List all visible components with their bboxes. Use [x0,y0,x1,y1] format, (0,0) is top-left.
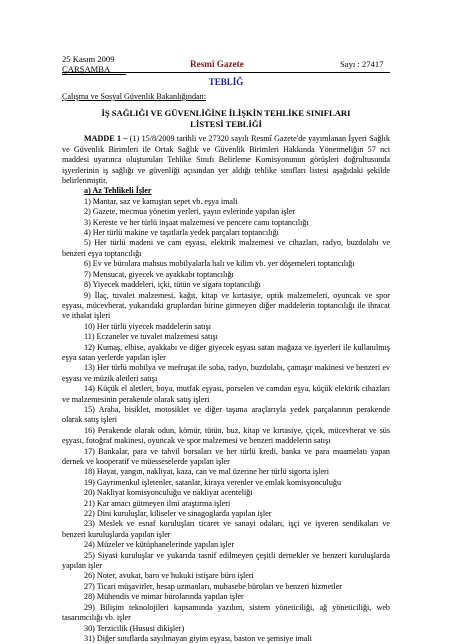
list-item: 5) Her türlü madeni ve cam eşyası, elektrik malzemesi ve cihazları, radyo, buzdolabı ve benzeri eşya toptancılığı [62,238,390,258]
list-item: 25) Siyasi kuruluşlar ve yukarıda tasnif edilmeyen çeşitli dernekler ve benzeri kuruluşlarda yapılan işler [62,550,390,571]
header-publication: Resmî Gazete [190,59,244,69]
document-body [62,92,390,644]
list-item: 19) Gayrimenkul işletenler, satanlar, kiraya verenler ve emlak komisyonculuğu [84,477,342,487]
list-item: 13) Her türlü mobilya ve mefruşat ile soba, radyo, buzdolabı, çamaşır makinesi ve benzeri ev eşyası ve müzik aletleri satışı [62,363,390,383]
title-line-1: İŞ SAĞLIĞI VE GÜVENLİĞİNE İLİŞKİN TEHLİKE SINIFLARI [101,108,351,119]
list-item: 31) Diğer sınıflarda sayılmayan giyim eşyası, baston ve şemsiye imali [84,633,312,643]
list-item: 12) Kumaş, elbise, ayakkabı ve diğer giyecek eşyası satan mağaza ve işyerleri ile kullanılmış eşya satan yerlerde yapılan işler [62,342,390,362]
ministry-line: Çalışma ve Sosyal Güvenlik Bakanlığından: [62,92,206,101]
list-item: 15) Araba, bisiklet, motosiklet ve diğer taşıma araçlarıyla yedek parçalarının perakende olarak satış işleri [62,404,390,425]
header-divider [62,72,390,73]
list-item: 24) Müzeler ve kütüphanelerinde yapılan işler [84,540,235,550]
list-item: 8) Yiyecek maddeleri, içki, tütün ve sigara toptancılığı [84,280,261,290]
article-text: (1) 15/8/2009 tarihli ve 27320 sayılı Resmî Gazete'de yayımlanan İşyeri Sağlık ve Güvenlik Birimleri ile Ortak Sağlık ve Güvenlik Birimleri Hakkında Yönetmeliğin 57 nci maddesi uyarınca oluşturulan Tehlike Sınıfı Belirleme Komisyonunun görüşleri doğrultusunda işyerlerinin iş sağlığı ve güvenliği açısından yer aldığı tehlike sınıfları listesi aşağıdaki şekilde belirlenmiştir. [62,134,390,186]
header-weekday: ÇARŞAMBA [62,64,126,75]
list-item: 6) Ev ve bürolara mahsus mobilyalarla halı ve kilim vb. yer döşemeleri toptancılığı [84,259,355,269]
list-item: 29) Bilişim teknolojileri kapsamında yazılım, sistem yöneticiliği, ağ yöneticiliği, web tasarımcılığı vb. işler [62,602,390,623]
list-item: 14) Küçük el aletleri, boya, mutfak eşyası, porselen ve camdan eşya, küçük elektrik cihazları ve malzemesinin perakende olarak satış işleri [62,384,390,404]
article-label: MADDE 1 – [84,134,128,144]
list-item: 18) Hayat, yangın, nakliyat, kaza, can ve mal üzerine her türlü sigorta işleri [84,467,330,477]
list-item: 28) Mühendis ve mimar bürolarında yapılan işler [84,592,244,602]
list-item: 10) Her türlü yiyecek maddelerin satışı [84,321,212,331]
category-heading: a) Az Tehlikeli İşler [84,186,152,196]
list-item: 11) Eczaneler ve tuvalet malzemesi satışı [84,332,218,342]
list-item: 26) Noter, avukat, baro ve hukuki istişare büro işleri [84,571,254,581]
list-item: 27) Ticari müşavirler, hesap uzmanları, muhasebe büroları ve benzeri hizmetler [84,581,343,591]
list-item: 22) Dini kuruluşlar, kiliseler ve sinagoglarda yapılan işler [84,509,272,519]
list-item: 1) Mantar, saz ve kamıştan sepet vb. eşya imali [84,196,238,206]
article-1 [62,134,390,186]
list-item: 3) Kereste ve her türlü inşaat malzemesi ve pencere camı toptancılığı [84,217,309,227]
list-item: 30) Terzicilik (Hususi dikişler) [84,623,185,633]
list-item: 7) Mensucat, giyecek ve ayakkabı toptancılığı [84,269,234,279]
list-item: 23) Meslek ve esnaf kuruluşları ticaret ve sanayi odaları, işçi ve işveren sendikaları ve benzeri kuruluşlarda yapılan işler [62,519,390,539]
list-item: 2) Gazete, mecmua yönetim yerleri, yayın evlerinde yapılan işler [84,207,296,217]
list-item: 16) Perakende olarak odun, kömür, tütün, buz, kitap ve kırtasiye, çiçek, mücevherat ve süs eşyası, fotoğraf makinesi, oyuncak ve spor malzemesi ve benzeri maddelerin satışı [62,425,390,446]
hazard-item-list [62,197,390,644]
header-issue: Sayı : 27417 [340,59,384,69]
document-title [62,108,390,130]
list-item: 17) Bankalar, para ve tahvil borsaları ve her türlü kredi, banka ve para muamelatı yapan dernek ve kooperatif ve müesseselerde yapılan işler [62,446,390,466]
section-heading: TEBLİĞ [208,77,244,87]
list-item: 9) İlaç, tuvalet malzemesi, kağıt, kitap ve kırtasiye, optik malzemeleri, oyuncak ve spor eşyası, mücevherat, yukarıdaki gruplardan birine girmeyen diğer maddelerin toptancılığı ile ihracat ve ithalat işleri [62,290,390,321]
list-item: 20) Nakliyat komisyonculuğu ve nakliyat acenteliği [84,488,253,498]
title-line-2: LİSTESİ TEBLİĞİ [190,119,262,130]
header-date: 25 Kasım 2009 [62,54,115,64]
list-item: 4) Her türlü makine ve taşıtlarla yedek parçaları toptancılığı [84,228,279,238]
list-item: 21) Kar amacı gütmeyen ilmi araştırma işleri [84,498,231,508]
